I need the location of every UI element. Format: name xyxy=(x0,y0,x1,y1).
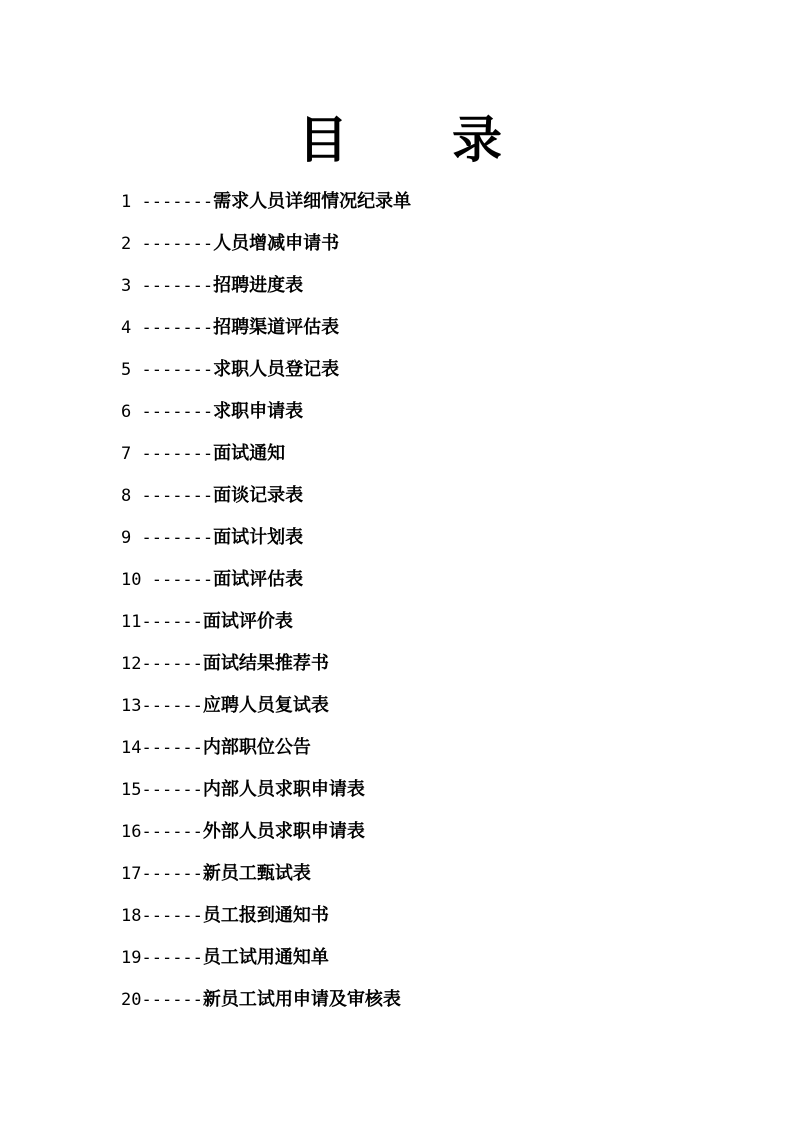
toc-item-leader: ------ xyxy=(141,990,203,1010)
toc-item-number: 13 xyxy=(121,696,142,716)
toc-item-title: 内部人员求职申请表 xyxy=(202,779,365,800)
toc-item-leader: ------ xyxy=(141,864,203,884)
toc-item-title: 需求人员详细情况纪录单 xyxy=(213,191,412,212)
toc-item-title: 面试评价表 xyxy=(202,611,293,632)
toc-item xyxy=(121,609,411,651)
toc-item xyxy=(121,441,411,483)
toc-item-leader: ------- xyxy=(141,234,214,254)
toc-item-leader: ------- xyxy=(141,360,214,380)
toc-item xyxy=(121,567,411,609)
toc-item-title: 求职申请表 xyxy=(213,401,304,422)
toc-item-leader: ------ xyxy=(141,612,203,632)
page-title xyxy=(0,108,800,172)
toc-item-leader: ------- xyxy=(141,318,214,338)
toc-item-title: 面试计划表 xyxy=(213,527,304,548)
toc-item-number: 10 xyxy=(121,570,152,590)
toc-item-number: 4 xyxy=(121,318,142,338)
toc-item-title: 员工试用通知单 xyxy=(202,947,329,968)
toc-item-number: 15 xyxy=(121,780,142,800)
toc-item-title: 招聘进度表 xyxy=(213,275,304,296)
toc-item-leader: ------ xyxy=(141,696,203,716)
toc-item-title: 面谈记录表 xyxy=(213,485,304,506)
toc-item-leader: ------ xyxy=(141,780,203,800)
table-of-contents xyxy=(121,189,411,1029)
toc-item-title: 人员增减申请书 xyxy=(213,233,340,254)
toc-item-number: 2 xyxy=(121,234,142,254)
toc-item-title: 应聘人员复试表 xyxy=(202,695,329,716)
toc-item-number: 16 xyxy=(121,822,142,842)
toc-item-number: 12 xyxy=(121,654,142,674)
toc-item xyxy=(121,315,411,357)
toc-item-leader: ------- xyxy=(141,528,214,548)
toc-item xyxy=(121,357,411,399)
toc-item-number: 8 xyxy=(121,486,142,506)
toc-item xyxy=(121,399,411,441)
toc-item-number: 1 xyxy=(121,192,142,212)
toc-item-number: 5 xyxy=(121,360,142,380)
toc-item xyxy=(121,903,411,945)
toc-item-title: 内部职位公告 xyxy=(202,737,311,758)
toc-item-title: 求职人员登记表 xyxy=(213,359,340,380)
toc-item xyxy=(121,525,411,567)
toc-item-leader: ------ xyxy=(141,654,203,674)
toc-item-number: 19 xyxy=(121,948,142,968)
toc-item-leader: ------- xyxy=(141,192,214,212)
toc-item-leader: ------- xyxy=(141,486,214,506)
toc-item-number: 6 xyxy=(121,402,142,422)
toc-item-leader: ------- xyxy=(141,402,214,422)
toc-item-title: 新员工试用申请及审核表 xyxy=(202,989,401,1010)
toc-item-title: 面试通知 xyxy=(213,443,286,464)
toc-item-number: 20 xyxy=(121,990,142,1010)
toc-item xyxy=(121,777,411,819)
toc-item-leader: ------ xyxy=(141,822,203,842)
toc-item xyxy=(121,819,411,861)
toc-item-leader: ------- xyxy=(141,444,214,464)
toc-item xyxy=(121,735,411,777)
toc-item-title: 新员工甄试表 xyxy=(202,863,311,884)
toc-item-leader: ------ xyxy=(141,906,203,926)
toc-item xyxy=(121,693,411,735)
toc-item-number: 9 xyxy=(121,528,142,548)
toc-item xyxy=(121,945,411,987)
toc-item xyxy=(121,987,411,1029)
toc-item-number: 7 xyxy=(121,444,142,464)
toc-item-title: 员工报到通知书 xyxy=(202,905,329,926)
toc-item-title: 面试结果推荐书 xyxy=(202,653,329,674)
title-char-1: 目 xyxy=(298,110,348,169)
toc-item-title: 面试评估表 xyxy=(213,569,304,590)
title-char-2: 录 xyxy=(452,110,502,169)
toc-item-number: 11 xyxy=(121,612,142,632)
toc-item-number: 14 xyxy=(121,738,142,758)
toc-item-leader: ------ xyxy=(151,570,214,590)
toc-item-number: 18 xyxy=(121,906,142,926)
toc-item xyxy=(121,189,411,231)
toc-item xyxy=(121,231,411,273)
toc-item xyxy=(121,483,411,525)
toc-item-title: 外部人员求职申请表 xyxy=(202,821,365,842)
toc-item-title: 招聘渠道评估表 xyxy=(213,317,340,338)
toc-item-number: 17 xyxy=(121,864,142,884)
toc-item xyxy=(121,651,411,693)
toc-item-number: 3 xyxy=(121,276,142,296)
toc-item-leader: ------ xyxy=(141,738,203,758)
toc-item-leader: ------ xyxy=(141,948,203,968)
toc-item xyxy=(121,273,411,315)
toc-item-leader: ------- xyxy=(141,276,214,296)
toc-item xyxy=(121,861,411,903)
